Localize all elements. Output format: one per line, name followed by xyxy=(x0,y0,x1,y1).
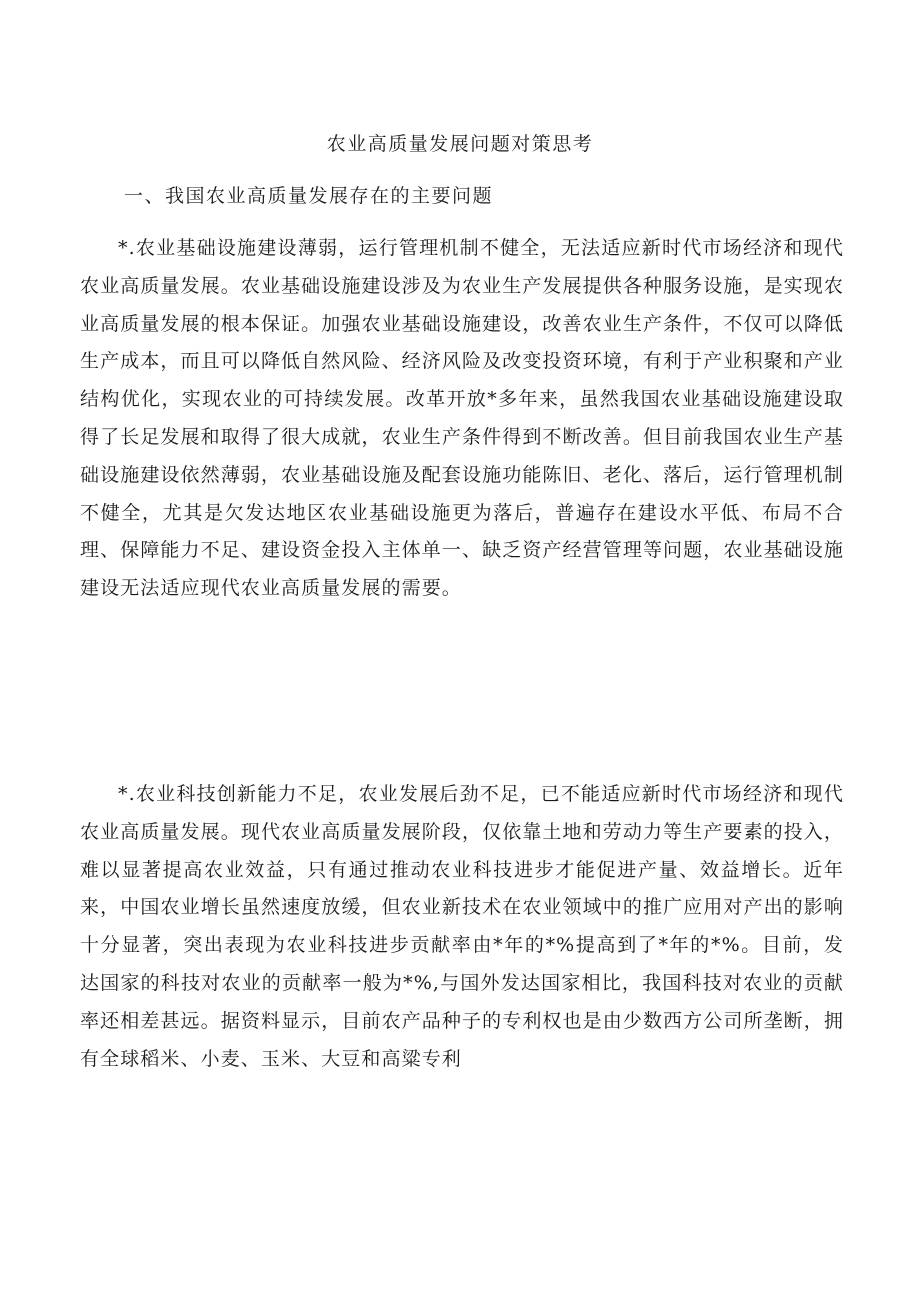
paragraph-infrastructure: *.农业基础设施建设薄弱，运行管理机制不健全，无法适应新时代市场经济和现代农业高质量发展。农业基础设施建设涉及为农业生产发展提供各种服务设施，是实现农业高质量发展的根本保证。加强农业基础设施建设，改善农业生产条件，不仅可以降低生产成本，而且可以降低自然风险、经济风险及改变投资环境，有利于产业积聚和产业结构优化，实现农业的可持续发展。改革开放*多年来，虽然我国农业基础设施建设取得了长足发展和取得了很大成就，农业生产条件得到不断改善。但目前我国农业生产基础设施建设依然薄弱，农业基础设施及配套设施功能陈旧、老化、落后，运行管理机制不健全，尤其是欠发达地区农业基础设施更为落后，普遍存在建设水平低、布局不合理、保障能力不足、建设资金投入主体单一、缺乏资产经营管理等问题，农业基础设施建设无法适应现代农业高质量发展的需要。 xyxy=(80,237,844,600)
section-heading: 一、我国农业高质量发展存在的主要问题 xyxy=(124,185,494,207)
paragraph-technology: *.农业科技创新能力不足，农业发展后劲不足，已不能适应新时代市场经济和现代农业高质量发展。现代农业高质量发展阶段，仅依靠土地和劳动力等生产要素的投入，难以显著提高农业效益，只有通过推动农业科技进步才能促进产量、效益增长。近年来，中国农业增长虽然速度放缓，但农业新技术在农业领域中的推广应用对产出的影响十分显著，突出表现为农业科技进步贡献率由*年的*%提高到了*年的*%。目前，发达国家的科技对农业的贡献率一般为*%,与国外发达国家相比，我国科技对农业的贡献率还相差甚远。据资料显示，目前农产品种子的专利权也是由少数西方公司所垄断，拥有全球稻米、小麦、玉米、大豆和高粱专利 xyxy=(80,783,844,1070)
document-title: 农业高质量发展问题对策思考 xyxy=(326,133,594,155)
